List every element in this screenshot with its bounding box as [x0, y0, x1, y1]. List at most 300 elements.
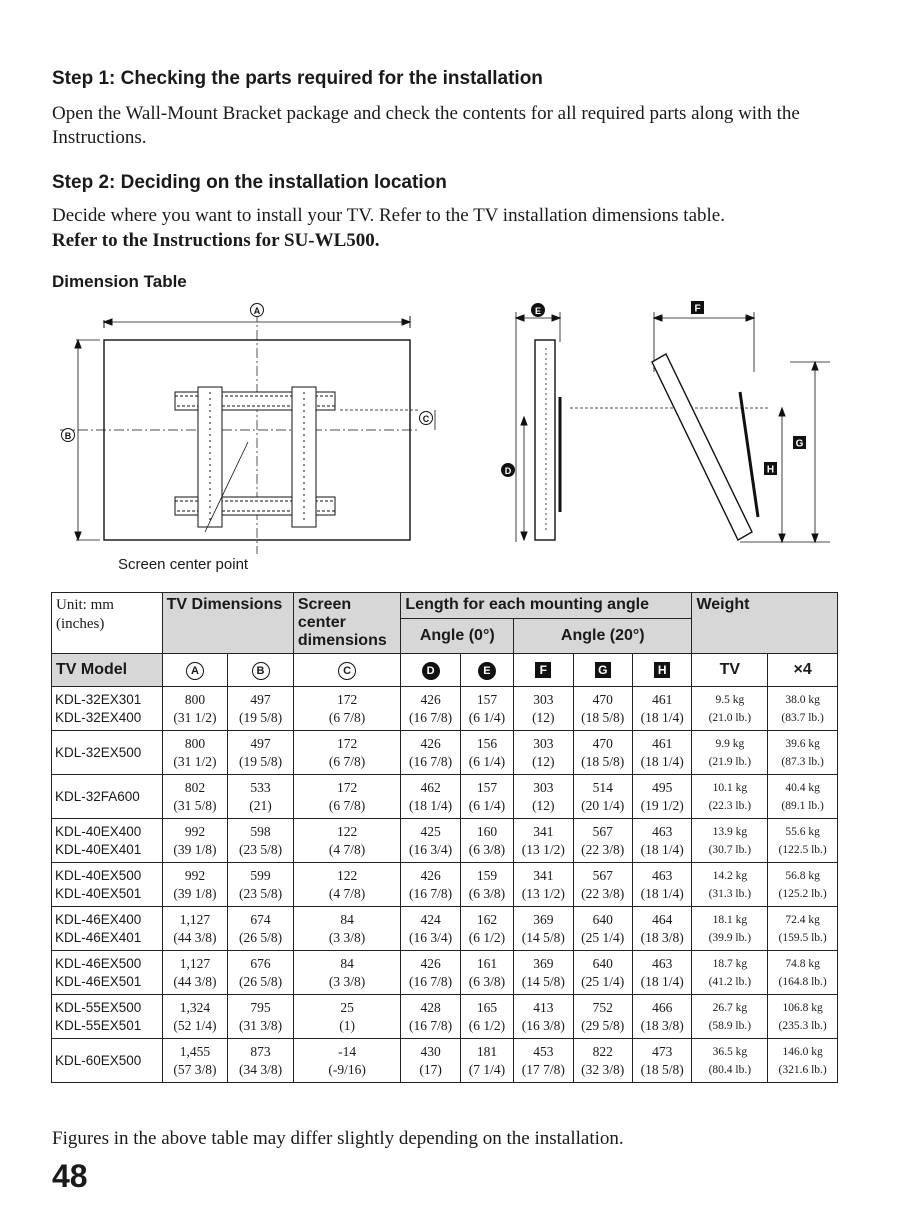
value-cell-h-line: (18 1/4): [640, 709, 684, 725]
square-label-f: [691, 301, 704, 315]
value-cell-f: [514, 731, 573, 775]
value-cell-h-line: 461: [652, 735, 673, 751]
value-cell-a-line: 1,324: [179, 999, 211, 1015]
value-cell-g: [573, 775, 632, 819]
value-cell-f: [514, 907, 573, 951]
value-cell-e-line: 157: [476, 779, 498, 795]
value-cell-a: [162, 951, 228, 995]
tv-model-cell-line: KDL-40EX501: [55, 885, 142, 901]
svg-text:F: F: [694, 303, 701, 315]
value-cell-c: [293, 687, 401, 731]
weight-tv-cell-line: 9.9 kg: [715, 737, 745, 750]
value-cell-h-line: 495: [652, 779, 673, 795]
svg-text:D: D: [504, 466, 512, 476]
weight-tv-cell: [692, 687, 768, 731]
weight-tv-cell: [692, 1039, 768, 1083]
value-cell-f: [514, 1039, 573, 1083]
weight-x4-cell-line: (89.1 lb.): [781, 799, 824, 812]
col-e: [460, 654, 513, 687]
value-cell-g-line: (22 3/8): [581, 841, 625, 857]
value-cell-g: [573, 687, 632, 731]
value-cell-c-line: 172: [336, 691, 358, 707]
header-weight: Weight: [692, 593, 838, 654]
value-cell-a-line: 1,127: [179, 955, 211, 971]
value-cell-f: [514, 995, 573, 1039]
front-view: [60, 312, 435, 554]
col-h: [632, 654, 691, 687]
tv-model-cell-line: KDL-40EX400: [55, 823, 142, 839]
screen-center-caption: Screen center point: [118, 556, 249, 573]
value-cell-f-line: 341: [533, 823, 554, 839]
value-cell-b: [228, 687, 294, 731]
value-cell-e-line: 181: [476, 1043, 498, 1059]
header-angle-20: Angle (20°): [514, 619, 692, 654]
value-cell-d-line: 462: [420, 779, 441, 795]
value-cell-a-line: (39 1/8): [173, 885, 217, 901]
weight-tv-cell-line: 13.9 kg: [712, 825, 748, 838]
tv-model-cell: [52, 731, 163, 775]
value-cell-f-line: (13 1/2): [521, 885, 565, 901]
tv-model-cell: [52, 775, 163, 819]
weight-tv-cell-line: (80.4 lb.): [708, 1063, 752, 1076]
value-cell-h: [632, 775, 691, 819]
circled-label-a: [251, 304, 264, 317]
weight-tv-cell-line: 36.5 kg: [712, 1045, 748, 1058]
weight-x4-cell: [768, 951, 838, 995]
value-cell-e-line: 162: [476, 911, 498, 927]
value-cell-c-line: (-9/16): [328, 1061, 366, 1077]
weight-x4-cell-line: (159.5 lb.): [778, 931, 827, 944]
value-cell-g-line: 567: [592, 823, 613, 839]
tv-model-cell-line: KDL-46EX500: [55, 955, 142, 971]
value-cell-c-line: 84: [340, 911, 354, 927]
value-cell-g-line: (29 5/8): [581, 1017, 625, 1033]
value-cell-h: [632, 687, 691, 731]
value-cell-d: [401, 907, 460, 951]
value-cell-h: [632, 863, 691, 907]
tv-model-cell-line: KDL-46EX401: [55, 929, 142, 945]
value-cell-c: [293, 819, 401, 863]
unit-label: Unit: mm: [56, 597, 114, 613]
weight-x4-cell-line: (164.8 lb.): [778, 975, 827, 988]
dimension-table: [51, 592, 838, 1083]
value-cell-h: [632, 995, 691, 1039]
value-cell-d: [401, 863, 460, 907]
weight-tv-cell-line: (21.9 lb.): [708, 755, 752, 768]
value-cell-c-line: 25: [340, 999, 354, 1015]
weight-tv-cell-line: 14.2 kg: [712, 869, 748, 882]
weight-tv-cell: [692, 775, 768, 819]
tv-model-cell-line: KDL-55EX500: [55, 999, 142, 1015]
value-cell-d: [401, 995, 460, 1039]
dimension-table-heading: Dimension Table: [52, 272, 187, 291]
value-cell-f-line: (13 1/2): [521, 841, 565, 857]
value-cell-d-line: 424: [420, 911, 441, 927]
tv-model-cell-line: KDL-32FA600: [55, 788, 140, 804]
table-row: [52, 687, 838, 731]
weight-tv-cell-line: 18.7 kg: [712, 957, 748, 970]
tv-model-cell-line: KDL-32EX301: [55, 691, 142, 707]
value-cell-a-line: 992: [184, 823, 206, 839]
value-cell-g-line: 514: [592, 779, 613, 795]
value-cell-c-line: (6 7/8): [328, 709, 366, 725]
value-cell-g-line: 470: [592, 691, 613, 707]
value-cell-b-line: 598: [250, 823, 271, 839]
value-cell-g: [573, 1039, 632, 1083]
weight-tv-cell: [692, 951, 768, 995]
value-cell-c-line: (6 7/8): [328, 753, 366, 769]
value-cell-f-line: 341: [533, 867, 554, 883]
col-g: [573, 654, 632, 687]
value-cell-h-line: (18 1/4): [640, 973, 684, 989]
svg-text:E: E: [534, 306, 542, 316]
value-cell-c-line: 122: [336, 867, 358, 883]
value-cell-d-line: (16 7/8): [409, 709, 453, 725]
value-cell-g-line: 822: [592, 1043, 613, 1059]
value-cell-a-line: (44 3/8): [173, 929, 217, 945]
tv-model-cell-line: KDL-40EX500: [55, 867, 142, 883]
value-cell-e-line: 165: [476, 999, 498, 1015]
value-cell-b: [228, 951, 294, 995]
value-cell-d-line: 426: [420, 867, 441, 883]
value-cell-c-line: -14: [338, 1043, 357, 1059]
value-cell-c: [293, 775, 401, 819]
table-row: [52, 731, 838, 775]
value-cell-c-line: 172: [336, 735, 358, 751]
value-cell-e: [460, 819, 513, 863]
value-cell-a: [162, 995, 228, 1039]
page-number: 48: [52, 1158, 88, 1194]
value-cell-a-line: (39 1/8): [173, 841, 217, 857]
tv-model-cell-line: KDL-46EX400: [55, 911, 142, 927]
value-cell-g: [573, 907, 632, 951]
value-cell-d: [401, 775, 460, 819]
value-cell-e-line: 157: [476, 691, 498, 707]
value-cell-g-line: (32 3/8): [581, 1061, 625, 1077]
footnote: Figures in the above table may differ slightly depending on the installation.: [52, 1128, 624, 1149]
value-cell-g-line: (25 1/4): [581, 973, 625, 989]
value-cell-e-line: (6 1/4): [468, 753, 506, 769]
value-cell-c: [293, 1039, 401, 1083]
value-cell-b: [228, 1039, 294, 1083]
value-cell-a: [162, 1039, 228, 1083]
value-cell-a-line: (44 3/8): [173, 973, 217, 989]
value-cell-c-line: 84: [340, 955, 354, 971]
weight-tv-cell: [692, 863, 768, 907]
value-cell-b-line: (23 5/8): [238, 885, 283, 901]
svg-text:G: G: [795, 438, 804, 450]
value-cell-h: [632, 907, 691, 951]
value-cell-c: [293, 731, 401, 775]
value-cell-a: [162, 907, 228, 951]
value-cell-h-line: (19 1/2): [640, 797, 684, 813]
weight-tv-cell-line: (30.7 lb.): [708, 843, 752, 856]
weight-x4-cell-line: 38.0 kg: [785, 693, 820, 706]
value-cell-c-line: (3 3/8): [328, 929, 366, 945]
value-cell-c-line: 172: [336, 779, 358, 795]
weight-tv-cell-line: 9.5 kg: [715, 693, 745, 706]
value-cell-b: [228, 907, 294, 951]
weight-tv-cell: [692, 907, 768, 951]
weight-x4-cell-line: 39.6 kg: [785, 737, 820, 750]
value-cell-e: [460, 687, 513, 731]
value-cell-h-line: 473: [652, 1043, 673, 1059]
weight-x4-cell: [768, 863, 838, 907]
value-cell-g: [573, 951, 632, 995]
step2-heading: Step 2: Deciding on the installation location: [52, 172, 447, 193]
value-cell-d-line: (16 7/8): [409, 973, 453, 989]
value-cell-b-line: 497: [250, 735, 271, 751]
value-cell-e-line: 161: [476, 955, 498, 971]
value-cell-a-line: (52 1/4): [173, 1017, 217, 1033]
value-cell-e: [460, 863, 513, 907]
square-g: G: [595, 662, 611, 678]
table-row: [52, 863, 838, 907]
value-cell-b-line: (19 5/8): [238, 709, 283, 725]
value-cell-a: [162, 819, 228, 863]
tv-model-cell-line: KDL-55EX501: [55, 1017, 142, 1033]
weight-tv-cell: [692, 995, 768, 1039]
circled-e: E: [478, 662, 496, 680]
value-cell-e-line: 160: [476, 823, 498, 839]
value-cell-e-line: (7 1/4): [468, 1061, 506, 1077]
value-cell-e-line: 156: [476, 735, 498, 751]
value-cell-b: [228, 995, 294, 1039]
value-cell-h-line: 463: [652, 823, 673, 839]
value-cell-a: [162, 863, 228, 907]
value-cell-e: [460, 907, 513, 951]
value-cell-g: [573, 731, 632, 775]
square-f: F: [535, 662, 551, 678]
value-cell-d-line: 426: [420, 691, 441, 707]
table-row: [52, 995, 838, 1039]
value-cell-f-line: (14 5/8): [521, 929, 565, 945]
value-cell-e: [460, 1039, 513, 1083]
weight-x4-cell-line: 56.8 kg: [785, 869, 820, 882]
value-cell-d-line: (17): [419, 1061, 442, 1077]
value-cell-g-line: (22 3/8): [581, 885, 625, 901]
value-cell-b: [228, 731, 294, 775]
value-cell-h-line: 463: [652, 955, 673, 971]
value-cell-d-line: (16 7/8): [409, 753, 453, 769]
table-row: [52, 951, 838, 995]
value-cell-c: [293, 907, 401, 951]
value-cell-f-line: 453: [533, 1043, 554, 1059]
value-cell-c: [293, 995, 401, 1039]
table-row: [52, 775, 838, 819]
value-cell-h: [632, 731, 691, 775]
value-cell-c-line: (4 7/8): [328, 885, 366, 901]
tv-model-cell: [52, 951, 163, 995]
circled-label-c: [420, 412, 433, 425]
value-cell-a: [162, 775, 228, 819]
step1-text: Open the Wall-Mount Bracket package and check the contents for all required parts along with the Instructions.: [52, 103, 800, 148]
value-cell-b-line: (34 3/8): [238, 1061, 283, 1077]
value-cell-h: [632, 819, 691, 863]
value-cell-e: [460, 951, 513, 995]
value-cell-e-line: 159: [476, 867, 498, 883]
value-cell-f-line: 369: [533, 955, 554, 971]
svg-text:A: A: [253, 306, 261, 316]
weight-tv-cell-line: (58.9 lb.): [708, 1019, 752, 1032]
value-cell-g-line: (18 5/8): [581, 753, 625, 769]
value-cell-c: [293, 863, 401, 907]
value-cell-d-line: (16 7/8): [409, 885, 453, 901]
value-cell-e: [460, 731, 513, 775]
square-label-h: [764, 462, 777, 476]
value-cell-f: [514, 819, 573, 863]
value-cell-f: [514, 687, 573, 731]
value-cell-g: [573, 863, 632, 907]
tv-model-cell: [52, 1039, 163, 1083]
col-f: [514, 654, 573, 687]
circled-c: C: [338, 662, 356, 680]
weight-tv-cell-line: (41.2 lb.): [708, 975, 752, 988]
value-cell-c-line: (1): [339, 1017, 355, 1033]
step1-heading: Step 1: Checking the parts required for the installation: [52, 68, 543, 89]
header-tv-model: TV Model: [52, 654, 163, 687]
weight-x4-cell: [768, 1039, 838, 1083]
value-cell-h-line: (18 1/4): [640, 885, 684, 901]
svg-text:B: B: [64, 431, 72, 441]
weight-x4-cell-line: (235.3 lb.): [778, 1019, 827, 1032]
col-c: [293, 654, 401, 687]
value-cell-e-line: (6 1/2): [468, 1017, 506, 1033]
value-cell-a-line: (57 3/8): [173, 1061, 217, 1077]
value-cell-b-line: 497: [250, 691, 271, 707]
weight-tv-cell-line: (39.9 lb.): [708, 931, 752, 944]
weight-x4-cell: [768, 995, 838, 1039]
value-cell-b-line: (21): [249, 797, 272, 813]
col-d: [401, 654, 460, 687]
weight-x4-cell: [768, 687, 838, 731]
weight-x4-cell-line: (125.2 lb.): [778, 887, 827, 900]
value-cell-e-line: (6 3/8): [468, 973, 506, 989]
col-b: [228, 654, 294, 687]
circled-b: B: [252, 662, 270, 680]
unit-label-inches: (inches): [56, 616, 105, 632]
value-cell-f-line: (14 5/8): [521, 973, 565, 989]
weight-x4-cell: [768, 731, 838, 775]
weight-x4-cell-line: 55.6 kg: [785, 825, 820, 838]
weight-x4-cell-line: (83.7 lb.): [781, 711, 824, 724]
weight-tv-cell-line: (21.0 lb.): [708, 711, 752, 724]
value-cell-f-line: (12): [532, 709, 555, 725]
circled-label-d: [502, 464, 515, 477]
value-cell-b-line: (26 5/8): [238, 973, 283, 989]
value-cell-g-line: 640: [592, 955, 613, 971]
value-cell-h-line: (18 3/8): [640, 929, 684, 945]
value-cell-g-line: 470: [592, 735, 613, 751]
value-cell-d: [401, 731, 460, 775]
value-cell-a: [162, 731, 228, 775]
value-cell-d-line: 428: [420, 999, 441, 1015]
value-cell-b: [228, 819, 294, 863]
square-label-g: [793, 436, 806, 450]
tv-model-cell-line: KDL-32EX500: [55, 744, 142, 760]
value-cell-h-line: 461: [652, 691, 673, 707]
value-cell-a-line: 1,455: [179, 1043, 211, 1059]
svg-text:C: C: [422, 414, 430, 424]
value-cell-c: [293, 951, 401, 995]
header-angle-0: Angle (0°): [401, 619, 514, 654]
value-cell-a-line: 802: [184, 779, 206, 795]
weight-tv-cell-line: 10.1 kg: [712, 781, 748, 794]
value-cell-f-line: 303: [533, 779, 554, 795]
value-cell-d: [401, 687, 460, 731]
svg-text:H: H: [766, 464, 775, 476]
weight-x4-cell-line: 72.4 kg: [785, 913, 820, 926]
weight-x4-cell: [768, 775, 838, 819]
value-cell-b-line: (31 3/8): [238, 1017, 283, 1033]
value-cell-g-line: 567: [592, 867, 613, 883]
value-cell-h-line: (18 1/4): [640, 753, 684, 769]
value-cell-g: [573, 995, 632, 1039]
tv-model-cell-line: KDL-40EX401: [55, 841, 142, 857]
step2-instruction-note: Refer to the Instructions for SU-WL500.: [52, 230, 380, 251]
value-cell-f-line: 303: [533, 691, 554, 707]
table-row: [52, 907, 838, 951]
tv-model-cell: [52, 907, 163, 951]
col-a: [162, 654, 228, 687]
value-cell-a: [162, 687, 228, 731]
square-h: H: [654, 662, 670, 678]
tv-model-cell-line: KDL-60EX500: [55, 1052, 142, 1068]
value-cell-e-line: (6 3/8): [468, 885, 506, 901]
value-cell-d-line: (16 3/4): [409, 841, 453, 857]
weight-x4-cell-line: (321.6 lb.): [778, 1063, 827, 1076]
value-cell-f-line: 303: [533, 735, 554, 751]
value-cell-f-line: (16 3/8): [521, 1017, 565, 1033]
value-cell-d-line: (16 3/4): [409, 929, 453, 945]
value-cell-a-line: (31 5/8): [173, 797, 217, 813]
value-cell-b-line: 533: [250, 779, 271, 795]
header-length: Length for each mounting angle: [401, 593, 692, 619]
value-cell-a-line: 800: [184, 735, 206, 751]
table-row: [52, 819, 838, 863]
tv-model-cell: [52, 819, 163, 863]
value-cell-f-line: 413: [533, 999, 554, 1015]
weight-tv-cell-line: (31.3 lb.): [708, 887, 752, 900]
value-cell-e: [460, 995, 513, 1039]
tv-model-cell: [52, 995, 163, 1039]
value-cell-b-line: 795: [250, 999, 271, 1015]
value-cell-d-line: 426: [420, 735, 441, 751]
weight-tv-cell-line: 18.1 kg: [712, 913, 748, 926]
value-cell-a-line: 992: [184, 867, 206, 883]
circled-label-b: [62, 429, 75, 442]
circled-d: D: [422, 662, 440, 680]
side-view-tilted: [652, 312, 830, 542]
value-cell-e-line: (6 1/4): [468, 709, 506, 725]
value-cell-g-line: (18 5/8): [581, 709, 625, 725]
value-cell-d-line: 430: [420, 1043, 441, 1059]
value-cell-f: [514, 863, 573, 907]
weight-x4-cell-line: 106.8 kg: [782, 1001, 823, 1014]
value-cell-e: [460, 775, 513, 819]
weight-tv-cell-line: 26.7 kg: [712, 1001, 748, 1014]
value-cell-f-line: (17 7/8): [521, 1061, 565, 1077]
tv-model-cell-line: KDL-46EX501: [55, 973, 142, 989]
value-cell-h-line: (18 3/8): [640, 1017, 684, 1033]
value-cell-h-line: (18 1/4): [640, 841, 684, 857]
weight-x4-cell-line: 40.4 kg: [785, 781, 820, 794]
value-cell-g-line: (20 1/4): [581, 797, 625, 813]
circled-label-e: [532, 304, 545, 317]
value-cell-b: [228, 775, 294, 819]
weight-x4-cell-line: 74.8 kg: [785, 957, 820, 970]
value-cell-c-line: (6 7/8): [328, 797, 366, 813]
